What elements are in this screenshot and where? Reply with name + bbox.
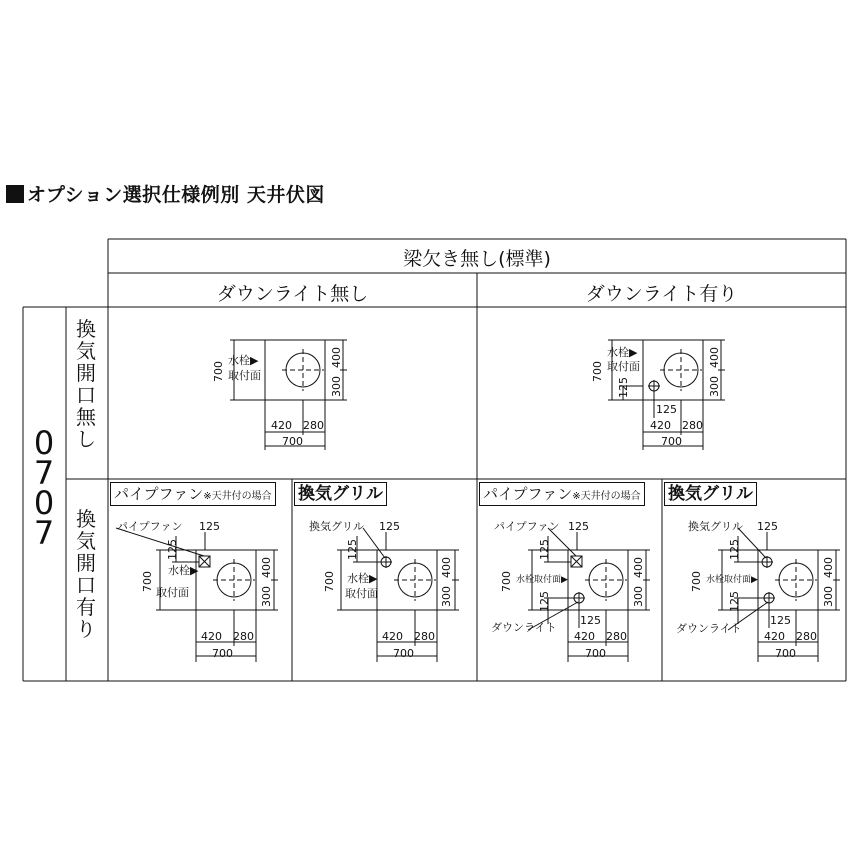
tag-grill-downlight: 換気グリル [664, 482, 757, 506]
faucet-label: 水栓▶ [168, 564, 199, 577]
dim-125: 125 [166, 539, 179, 560]
dim-700: 700 [212, 647, 233, 660]
dim-280: 280 [796, 630, 817, 643]
dim-125: 125 [656, 403, 677, 416]
dim-300: 300 [440, 586, 453, 607]
dim-700: 700 [585, 647, 606, 660]
dim-125: 125 [538, 591, 551, 612]
dim-280: 280 [682, 419, 703, 432]
dim-400: 400 [632, 557, 645, 578]
dim-125: 125 [757, 520, 778, 533]
faucet-label: 水栓取付面▶ [516, 575, 568, 585]
dim-280: 280 [303, 419, 324, 432]
dim-300: 300 [260, 586, 273, 607]
dim-700: 700 [393, 647, 414, 660]
row-label-no-vent: 換 気 開 口 無 し [76, 317, 96, 451]
faucet-label: 水栓取付面▶ [706, 575, 758, 585]
dim-700: 700 [141, 571, 154, 592]
dim-700: 700 [661, 435, 682, 448]
tag-grill: 換気グリル [294, 482, 387, 506]
dim-700: 700 [500, 571, 513, 592]
dim-700: 700 [775, 647, 796, 660]
dim-400: 400 [440, 557, 453, 578]
faucet-label: 水栓▶ [347, 572, 378, 585]
tag-pipefan: パイプファン※天井付の場合 [110, 482, 276, 506]
dim-700: 700 [690, 571, 703, 592]
dim-125: 125 [617, 377, 630, 398]
dim-300: 300 [632, 586, 645, 607]
downlight-label: ダウンライト [491, 621, 557, 634]
tag-pipefan-downlight: パイプファン※天井付の場合 [479, 482, 645, 506]
dim-420: 420 [201, 630, 222, 643]
header-col-left: ダウンライト無し [216, 283, 369, 305]
dim-280: 280 [414, 630, 435, 643]
faucet-label: 取付面 [345, 587, 378, 600]
dim-400: 400 [822, 557, 835, 578]
dim-420: 420 [574, 630, 595, 643]
dim-400: 400 [260, 557, 273, 578]
dim-300: 300 [708, 376, 721, 397]
dim-125: 125 [346, 539, 359, 560]
dim-420: 420 [650, 419, 671, 432]
dim-125: 125 [568, 520, 589, 533]
dim-125: 125 [199, 520, 220, 533]
dim-125: 125 [728, 591, 741, 612]
dim-125: 125 [538, 539, 551, 560]
pipefan-label: パイプファン [117, 520, 183, 533]
row-label-with-vent: 換 気 開 口 有 り [76, 507, 96, 641]
dim-125: 125 [580, 614, 601, 627]
header-col-right: ダウンライト有り [585, 283, 738, 305]
title-text: オプション選択仕様例別 天井伏図 [27, 184, 325, 206]
dim-420: 420 [764, 630, 785, 643]
pipefan-label: パイプファン [494, 520, 560, 533]
dim-125: 125 [770, 614, 791, 627]
dim-300: 300 [330, 376, 343, 397]
faucet-label: 取付面 [228, 369, 261, 382]
grill-label: 換気グリル [688, 520, 743, 533]
dim-400: 400 [330, 347, 343, 368]
dim-420: 420 [271, 419, 292, 432]
header-top: 梁欠き無し(標準) [403, 248, 551, 270]
downlight-label: ダウンライト [676, 622, 742, 635]
dim-420: 420 [382, 630, 403, 643]
dim-280: 280 [233, 630, 254, 643]
model-code: 0 7 0 7 [33, 424, 55, 552]
grill-label: 換気グリル [309, 520, 364, 533]
dim-700: 700 [282, 435, 303, 448]
dim-300: 300 [822, 586, 835, 607]
dim-125: 125 [728, 539, 741, 560]
dim-280: 280 [606, 630, 627, 643]
faucet-label: 取付面 [607, 360, 640, 373]
dim-700: 700 [323, 571, 336, 592]
faucet-label: 水栓▶ [607, 346, 638, 359]
faucet-label: 取付面 [156, 586, 189, 599]
dim-700: 700 [591, 361, 604, 382]
dim-400: 400 [708, 347, 721, 368]
dim-700: 700 [212, 361, 225, 382]
dim-125: 125 [379, 520, 400, 533]
faucet-label: 水栓▶ [228, 354, 259, 367]
